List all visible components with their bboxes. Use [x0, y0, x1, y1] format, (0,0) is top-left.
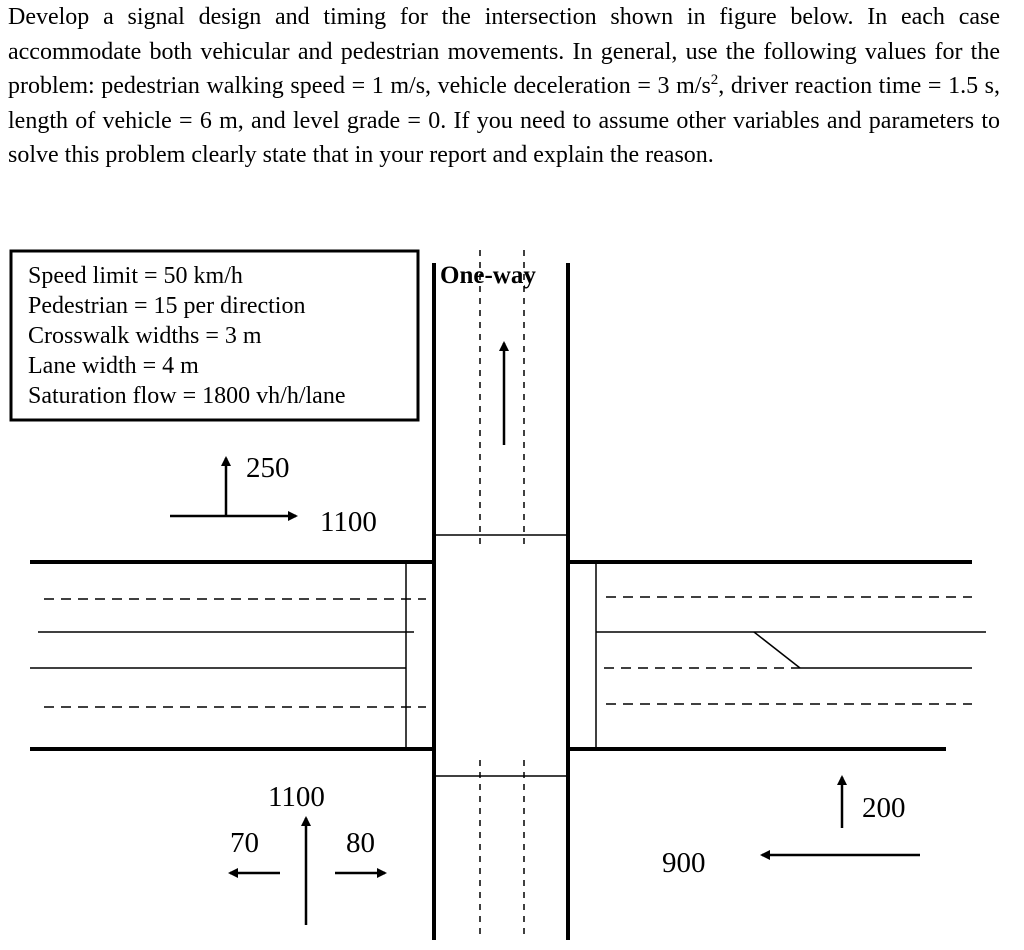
- param-saturation-flow: Saturation flow = 1800 vh/h/lane: [28, 383, 346, 409]
- east-right-volume: 200: [862, 792, 906, 824]
- west-through-volume: 1100: [320, 506, 377, 538]
- param-crosswalk-width: Crosswalk widths = 3 m: [28, 323, 262, 349]
- south-through-volume: 1100: [268, 781, 325, 813]
- south-movements: [230, 781, 385, 925]
- north-approach: [434, 250, 568, 562]
- south-right-volume: 80: [346, 827, 375, 859]
- west-movements: [170, 452, 377, 538]
- problem-text-part2: , driver reaction time = 1.5 s, length of vehicle = 6 m, and level grade = 0. If you need to assume other variables and parameters to solve this problem clearly state that in your report and explain the reason.: [8, 73, 1001, 168]
- parameters-box: [11, 251, 418, 420]
- param-lane-width: Lane width = 4 m: [28, 353, 199, 379]
- east-approach: [568, 562, 986, 749]
- intersection-box: [434, 562, 568, 749]
- south-left-volume: 70: [230, 827, 259, 859]
- west-approach: [30, 562, 434, 749]
- param-speed-limit: Speed limit = 50 km/h: [28, 263, 243, 289]
- south-approach: [434, 749, 568, 940]
- param-pedestrian: Pedestrian = 15 per direction: [28, 293, 306, 319]
- east-through-volume: 900: [662, 847, 706, 879]
- east-movements: [662, 777, 920, 879]
- problem-text-part1: Develop a signal design and timing for the intersection shown in figure below. In each case accommodate both vehicular and pedestrian movements. In general, use the following values for the problem: pedestrian walking speed = 1 m/s, vehicle deceleration = 3 m/s: [8, 4, 1000, 99]
- problem-superscript: 2: [710, 72, 719, 88]
- east-lane-taper: [754, 632, 800, 668]
- west-left-volume: 250: [246, 452, 290, 484]
- one-way-label: One-way: [440, 262, 536, 289]
